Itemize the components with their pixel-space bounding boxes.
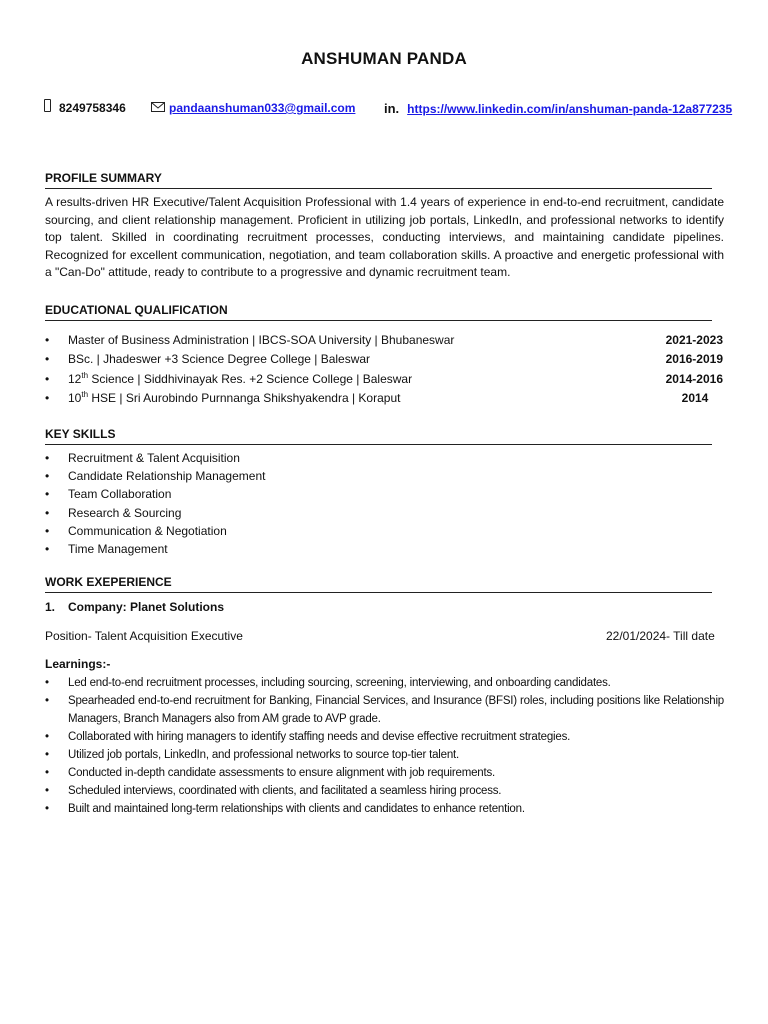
skill-item: [45, 524, 445, 540]
bullet: •: [45, 677, 49, 689]
skill-item: [45, 487, 445, 503]
bullet: •: [45, 451, 50, 465]
learning-text: Built and maintained long-term relationships with clients and candidates to enhance retention.: [68, 803, 525, 815]
email-contact: [151, 101, 355, 115]
linkedin-contact: [384, 101, 732, 116]
bullet: •: [45, 695, 49, 707]
learning-item: [45, 747, 724, 765]
skill-item: [45, 506, 445, 522]
education-text: [68, 391, 400, 405]
education-item: [45, 372, 725, 388]
education-text: BSc. | Jhadeswer +3 Science Degree College | Baleswar: [68, 352, 371, 366]
skill-item: [45, 469, 445, 485]
education-item: [45, 333, 725, 349]
bullet: •: [45, 505, 50, 520]
phone-icon: [44, 99, 51, 112]
skill-item: [45, 451, 445, 467]
education-year: 2021-2023: [665, 333, 723, 347]
bullet: •: [45, 333, 50, 347]
education-year: 2016-2019: [665, 352, 723, 366]
learning-text: Conducted in-depth candidate assessments to ensure alignment with job requirements.: [68, 767, 496, 779]
learning-item: [45, 783, 724, 801]
profile-summary-heading: PROFILE SUMMARY: [45, 171, 712, 189]
education-level: 10: [68, 391, 82, 405]
skill-text: Research & Sourcing: [68, 505, 182, 520]
learning-item: [45, 693, 724, 728]
bullet: •: [45, 487, 50, 502]
learning-item: [45, 675, 724, 693]
bullet: •: [45, 372, 50, 386]
email-link[interactable]: pandaanshuman033@gmail.com: [169, 101, 356, 115]
education-year: 2014-2016: [665, 372, 723, 386]
skill-text: Time Management: [68, 542, 168, 556]
learning-text: Led end-to-end recruitment processes, including sourcing, screening, interviewing, and onboarding candidates.: [68, 677, 611, 689]
education-detail: Science | Siddhivinayak Res. +2 Science College | Baleswar: [88, 372, 413, 386]
bullet: •: [45, 803, 49, 815]
contact-bar: [0, 101, 768, 119]
learning-item: [45, 729, 724, 747]
bullet: •: [45, 749, 49, 761]
education-text: [68, 372, 412, 386]
bullet: •: [45, 523, 50, 538]
bullet: •: [45, 767, 49, 779]
learning-text: Spearheaded end-to-end recruitment for Banking, Financial Services, and Insurance (BFSI) roles, including positions like Relationship Managers, Branch Managers also from AM grade to AVP grade.: [68, 695, 724, 725]
company-number: 1.: [45, 600, 56, 614]
ordinal-suffix: th: [81, 371, 89, 380]
education-text: Master of Business Administration | IBCS-SOA University | Bhubaneswar: [68, 333, 455, 347]
learning-text: Collaborated with hiring managers to identify staffing needs and devise effective recruitment strategies.: [68, 731, 571, 743]
learning-text: Utilized job portals, LinkedIn, and professional networks to source top-tier talent.: [68, 749, 460, 761]
candidate-name: ANSHUMAN PANDA: [301, 49, 467, 68]
skill-text: Communication & Negotiation: [68, 523, 227, 538]
key-skills-heading: KEY SKILLS: [45, 427, 712, 445]
learning-item: [45, 765, 724, 783]
employment-date: 22/01/2024- Till date: [606, 629, 715, 643]
skill-text: Team Collaboration: [68, 487, 172, 502]
bullet: •: [45, 731, 49, 743]
bullet: •: [45, 352, 50, 366]
education-heading: EDUCATIONAL QUALIFICATION: [45, 303, 712, 321]
bullet: •: [45, 469, 50, 484]
bullet: •: [45, 391, 50, 405]
linkedin-link[interactable]: https://www.linkedin.com/in/anshuman-panda-12a877235: [407, 101, 733, 116]
education-level: 12: [68, 372, 82, 386]
learning-item: [45, 801, 724, 819]
education-item: [45, 391, 725, 407]
company-name: Company: Planet Solutions: [68, 600, 225, 614]
learning-text: Scheduled interviews, coordinated with clients, and facilitated a seamless hiring process.: [68, 785, 502, 797]
learnings-heading: Learnings:-: [45, 657, 111, 671]
position-title: Position- Talent Acquisition Executive: [45, 629, 243, 643]
bullet: •: [45, 785, 49, 797]
linkedin-icon: in.: [384, 101, 400, 116]
phone-contact: [44, 101, 126, 115]
mail-icon: [151, 101, 165, 115]
education-year: 2014: [681, 391, 709, 405]
skill-text: Candidate Relationship Management: [68, 469, 266, 484]
ordinal-suffix: th: [81, 390, 89, 399]
skill-item: [45, 542, 445, 558]
education-item: [45, 352, 725, 368]
work-experience-heading: WORK EXEPERIENCE: [45, 575, 712, 593]
education-detail: HSE | Sri Aurobindo Purnnanga Shikshyakendra | Koraput: [88, 391, 401, 405]
skill-text: Recruitment & Talent Acquisition: [68, 451, 240, 465]
phone-number: 8249758346: [59, 101, 126, 115]
profile-summary-text: A results-driven HR Executive/Talent Acquisition Professional with 1.4 years of experience in end-to-end recruitment, candidate sourcing, and client relationship management. Proficient in utilizing job portals, LinkedIn, and professional networks to identify top talent. Skilled in coordinating recruitment processes, conducting interviews, and maintaining candidate pipelines. Recognized for excellent communication, negotiation, and team collaboration skills. A proactive and energetic professional with a "Can-Do" attitude, ready to contribute to a progressive and dynamic recruitment team.: [45, 195, 724, 279]
bullet: •: [45, 542, 50, 556]
